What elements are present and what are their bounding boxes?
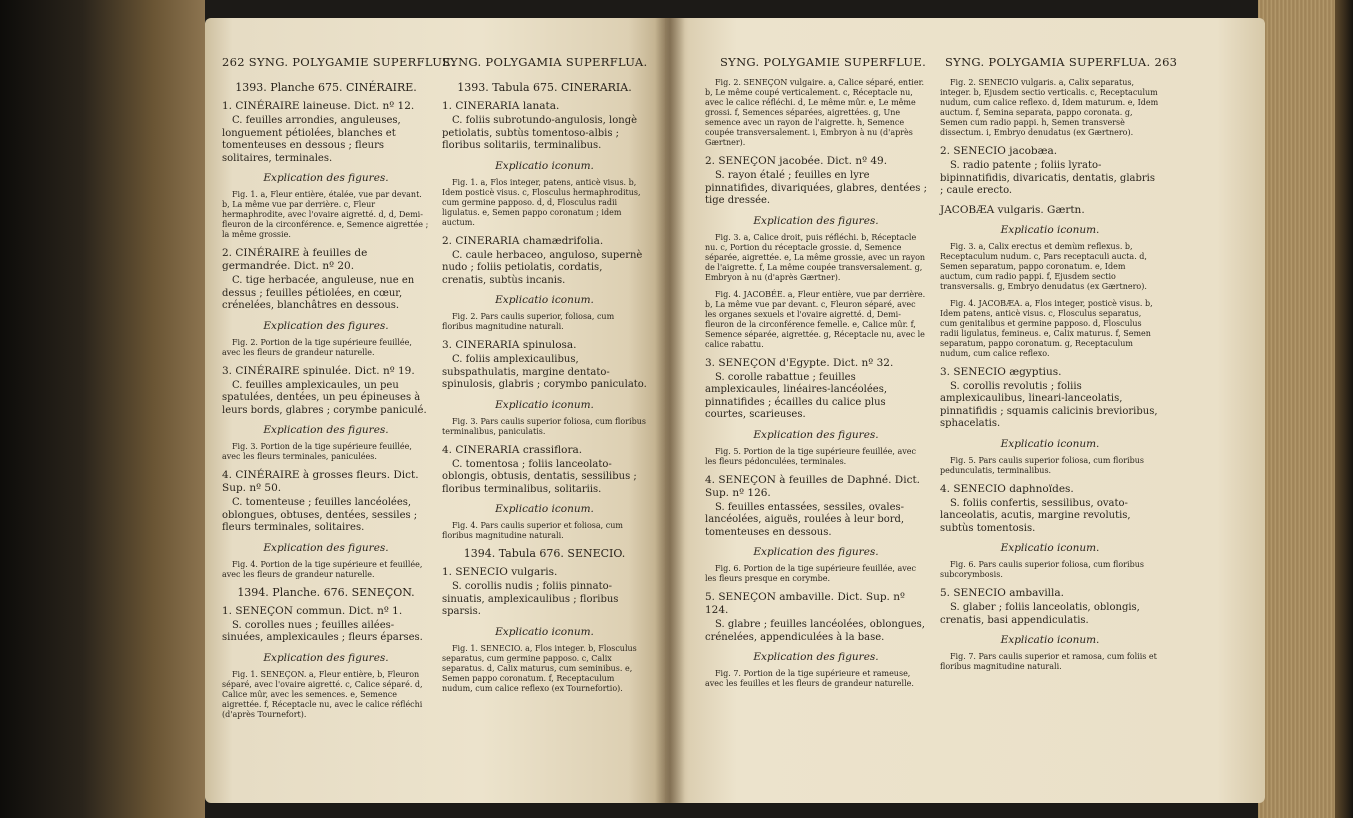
species-entry: 3. SENECIO ægyptius. — [940, 365, 1062, 378]
species-description: C. foliis subrotundo-angulosis, longè petiolatis, subtùs tomentoso-albis ; floribus solitariis, terminalibus. — [442, 115, 638, 151]
species-entry: 3. CINERARIA spinulosa. — [442, 339, 577, 351]
column-french-262 — [222, 78, 430, 727]
species-entry: 4. SENECIO daphnoïdes. — [940, 482, 1074, 495]
species-entry: 1. SENECIO vulgaris. — [442, 566, 558, 578]
figure-caption: Fig. 1. SENEÇON. a, Fleur entière, b, Fleuron séparé, avec l'ovaire aigretté. c, Calice séparé. d, Calice mûr, avec les semences. e, Semence aigrettée. f, Réceptacle nu, avec le calice réfléchi (d'après Tournefort). — [222, 669, 423, 719]
explication-heading: Explication des figures. — [753, 214, 879, 227]
running-head-262-latin: SYNG. POLYGAMIA SUPERFLUA. — [442, 55, 648, 69]
species-description: S. glabre ; feuilles lancéolées, oblongues, crénelées, appendiculées à la base. — [705, 619, 925, 643]
explication-heading: Explicatio iconum. — [495, 294, 594, 306]
running-head-263-latin: SYNG. POLYGAMIA SUPERFLUA. 263 — [945, 55, 1178, 69]
explication-heading: Explication des figures. — [753, 546, 879, 558]
figure-caption: Fig. 3. a, Calice droit, puis réfléchi. b, Réceptacle nu. c, Portion du réceptacle grossie. d, Semence séparée, aigrettée. e, La même grossie, avec un rayon de l'aigrette. f, La même coupée transversalement. g, Embryon à nu (d'après Gærtner). — [705, 232, 926, 282]
figure-caption: Fig. 1. a, Fleur entière, étalée, vue par devant. b, La même vue par derrière. c, Fleur hermaphrodite, avec l'ovaire aigretté. d, d, Demi-fleuron de la circonférence. e, Semence aigrettée ; la même grossie. — [222, 190, 429, 239]
explication-heading: Explication des figures. — [753, 651, 879, 663]
species-description: C. tomenteuse ; feuilles lancéolées, oblongues, obtuses, dentées, sessiles ; fleurs terminales, solitaires. — [222, 497, 418, 533]
figure-caption: Fig. 3. Portion de la tige supérieure feuillée, avec les fleurs terminales, paniculées. — [222, 442, 412, 461]
figure-caption: Fig. 1. a, Flos integer, patens, anticè visus. b, Idem posticè visus. c, Flosculus hermaphroditus, cum germine papposo. d, d, Flosculus radii ligulatus. e, Semen pappo coronatum ; idem auctum. — [442, 177, 641, 227]
explication-heading: Explicatio iconum. — [495, 398, 594, 411]
species-description: C. feuilles amplexicaules, un peu spatulées, dentées, un peu épineuses à leurs bords, glabres ; corymbe paniculé. — [222, 379, 427, 416]
species-description: C. foliis amplexicaulibus, subspathulatis, margine dentato-spinulosis, glabris ; corymbo paniculato. — [442, 354, 647, 390]
running-head-262: 262 SYNG. POLYGAMIE SUPERFLUE. — [222, 55, 455, 69]
column-french-263 — [705, 78, 927, 696]
species-description: C. tomentosa ; foliis lanceolato-oblongis, obtusis, dentatis, sessilibus ; floribus terminalibus, solitariis. — [442, 458, 637, 495]
figure-caption: Fig. 4. JACOBÆA. a, Flos integer, posticè visus. b, Idem patens, anticè visus. c, Flosculus separatus, cum genitalibus et germine papposo. d, Flosculus radii ligulatus, femineus. e, Calix maturus. f, Semen separatum, pappo coronatum. g, Receptaculum nudum, cum calice reflexo. — [940, 298, 1153, 358]
species-description: C. feuilles arrondies, anguleuses, longuement pétiolées, blanches et tomenteuses en dessous ; fleurs solitaires, terminales. — [222, 115, 401, 164]
figure-caption: Fig. 4. JACOBÉE. a, Fleur entière, vue par derrière. b, La même vue par devant. c, Fleuron séparé, avec les organes sexuels et l'ovaire aigretté. d, Demi-fleuron de la circonférence femelle. e, Calice mûr. f, Semence séparée, aigrettée. g, Réceptacle nu, avec le calice rabattu. — [705, 289, 926, 349]
species-entry: 5. SENEÇON ambaville. Dict. Sup. nº 124. — [705, 591, 905, 616]
species-entry: 3. SENEÇON d'Egypte. Dict. nº 32. — [705, 356, 894, 369]
species-entry: 2. CINERARIA chamædrifolia. — [442, 234, 604, 247]
figure-caption: Fig. 5. Pars caulis superior foliosa, cum floribus pedunculatis, terminalibus. — [940, 455, 1144, 475]
figure-caption: Fig. 2. Portion de la tige supérieure feuillée, avec les fleurs de grandeur naturelle. — [222, 337, 412, 357]
explication-heading: Explicatio iconum. — [1000, 634, 1100, 646]
species-description: S. corollis revolutis ; foliis amplexicaulibus, lineari-lanceolatis, pinnatifidis ; squamis calicinis brevioribus, sphacelatis. — [940, 380, 1158, 429]
species-description: S. foliis confertis, sessilibus, ovato-lanceolatis, acutis, margine revolutis, subtùs tomentosis. — [940, 497, 1131, 534]
explication-heading: Explication des figures. — [263, 172, 389, 184]
figure-caption: Fig. 6. Portion de la tige supérieure feuillée, avec les fleurs presque en corymbe. — [705, 564, 916, 583]
section-heading: 1394. Tabula 676. SENECIO. — [463, 547, 626, 560]
book-gutter — [655, 18, 685, 803]
species-entry: 2. CINÉRAIRE à feuilles de germandrée. Dict. nº 20. — [222, 247, 368, 272]
explication-heading: Explicatio iconum. — [495, 503, 594, 515]
explication-heading: Explicatio iconum. — [1000, 223, 1100, 236]
species-description: S. rayon étalé ; feuilles en lyre pinnatifides, divariquées, glabres, dentées ; tige dressée. — [705, 170, 927, 206]
species-entry: 2. SENECIO jacobæa. — [940, 145, 1058, 157]
book-right-shadow — [1335, 0, 1353, 818]
explication-heading: Explicatio iconum. — [1000, 437, 1100, 450]
species-entry: 1. SENEÇON commun. Dict. nº 1. — [222, 604, 403, 617]
section-heading: 1393. Planche 675. CINÉRAIRE. — [235, 81, 417, 94]
figure-caption: Fig. 4. Portion de la tige supérieure et feuillée, avec les fleurs de grandeur naturelle. — [222, 559, 423, 579]
species-entry: 4. CINÉRAIRE à grosses fleurs. Dict. Sup. nº 50. — [222, 469, 419, 494]
species-entry: JACOBÆA vulgaris. Gærtn. — [940, 203, 1085, 216]
species-entry: 5. SENECIO ambavilla. — [940, 587, 1064, 599]
figure-caption: Fig. 2. SENEÇON vulgaire. a, Calice séparé, entier. b, Le même coupé verticalement. c, Réceptacle nu, avec le calice réfléchi. d, Le même mûr. e, Le même grossi. f, Semences séparées, aigrettées. g, Une semence avec un rayon de l'aigrette. h, Semence coupée transversalement. i, Embryon à nu (d'après Gærtner). — [705, 78, 925, 147]
species-entry: 1. CINÉRAIRE laineuse. Dict. nº 12. — [222, 100, 415, 112]
figure-caption: Fig. 4. Pars caulis superior et foliosa, cum floribus magnitudine naturali. — [442, 521, 623, 540]
figure-caption: Fig. 7. Portion de la tige supérieure et rameuse, avec les feuilles et les fleurs de grandeur naturelle. — [705, 669, 914, 688]
explication-heading: Explicatio iconum. — [495, 159, 594, 172]
section-heading: 1393. Tabula 675. CINERARIA. — [457, 81, 632, 94]
section-heading: 1394. Planche. 676. SENEÇON. — [237, 585, 415, 599]
figure-caption: Fig. 2. Pars caulis superior, foliosa, cum floribus magnitudine naturali. — [442, 312, 615, 331]
figure-caption: Fig. 1. SENECIO. a, Flos integer. b, Flosculus separatus, cum germine papposo. c, Calix separatus. d, Calix maturus, cum seminibus. e, Semen pappo coronatum. f, Receptaculum nudum, cum calice reflexo (ex Tournefortio). — [442, 643, 637, 693]
explication-heading: Explication des figures. — [263, 319, 389, 332]
species-description: S. corolles nues ; feuilles ailées-sinuées, amplexicaules ; fleurs éparses. — [222, 619, 423, 643]
species-entry: 4. CINERARIA crassiflora. — [442, 443, 583, 456]
column-latin-262 — [442, 78, 647, 701]
species-description: C. caule herbaceo, anguloso, supernè nudo ; foliis petiolatis, cordatis, crenatis, subtùs incanis. — [442, 249, 643, 286]
figure-caption: Fig. 3. a, Calix erectus et demùm reflexus. b, Receptaculum nudum. c, Pars receptaculi aucta. d, Semen separatum, pappo coronatum. e, Idem auctum, cum radio pappi. f, Ejusdem sectio transversalis. g, Embryo denudatus (ex Gærtnero). — [940, 241, 1147, 291]
explication-heading: Explicatio iconum. — [1000, 542, 1100, 554]
species-entry: 4. SENEÇON à feuilles de Daphné. Dict. Sup. nº 126. — [705, 473, 921, 499]
running-head-263: SYNG. POLYGAMIE SUPERFLUE. — [720, 55, 927, 69]
column-latin-263 — [940, 78, 1160, 679]
species-description: S. feuilles entassées, sessiles, ovales-lancéolées, aiguës, roulées à leur bord, tomenteuses en dessous. — [705, 501, 905, 538]
explication-heading: Explication des figures. — [263, 424, 389, 436]
species-description: S. corollis nudis ; foliis pinnato-sinuatis, amplexicaulibus ; floribus sparsis. — [442, 581, 619, 617]
book-left-edge — [0, 0, 205, 818]
explication-heading: Explicatio iconum. — [495, 625, 594, 638]
figure-caption: Fig. 6. Pars caulis superior foliosa, cum floribus subcorymbosis. — [940, 560, 1144, 579]
species-description: S. glaber ; foliis lanceolatis, oblongis, crenatis, basi appendiculatis. — [940, 602, 1140, 626]
species-entry: 2. SENEÇON jacobée. Dict. nº 49. — [705, 155, 888, 167]
explication-heading: Explication des figures. — [263, 651, 389, 664]
figure-caption: Fig. 7. Pars caulis superior et ramosa, cum foliis et floribus magnitudine naturali. — [940, 652, 1157, 671]
species-description: S. radio patente ; foliis lyrato-bipinnatifidis, divaricatis, dentatis, glabris ; caule erecto. — [940, 160, 1155, 196]
explication-heading: Explication des figures. — [263, 541, 389, 554]
figure-caption: Fig. 5. Portion de la tige supérieure feuillée, avec les fleurs pédonculées, terminales. — [705, 446, 916, 466]
species-description: C. tige herbacée, anguleuse, nue en dessus ; feuilles pétiolées, en cœur, crénelées, blanchâtres en dessous. — [222, 275, 415, 311]
figure-caption: Fig. 2. SENECIO vulgaris. a, Calix separatus, integer. b, Ejusdem sectio verticalis. c, Receptaculum nudum, cum calice reflexo. d, Idem maturum. e, Idem auctum. f, Semina separata, pappo coronata. g, Semen cum radio pappi. h, Semen transversè dissectum. i, Embryo denudatus (ex Gærtnero). — [940, 78, 1159, 137]
figure-caption: Fig. 3. Pars caulis superior foliosa, cum floribus terminalibus, paniculatis. — [442, 416, 646, 436]
species-description: S. corolle rabattue ; feuilles amplexicaules, linéaires-lancéolées, pinnatifides ; écailles du calice plus courtes, scarieuses. — [705, 371, 888, 420]
explication-heading: Explication des figures. — [753, 428, 879, 441]
species-entry: 1. CINERARIA lanata. — [442, 100, 560, 112]
species-entry: 3. CINÉRAIRE spinulée. Dict. nº 19. — [222, 364, 415, 377]
